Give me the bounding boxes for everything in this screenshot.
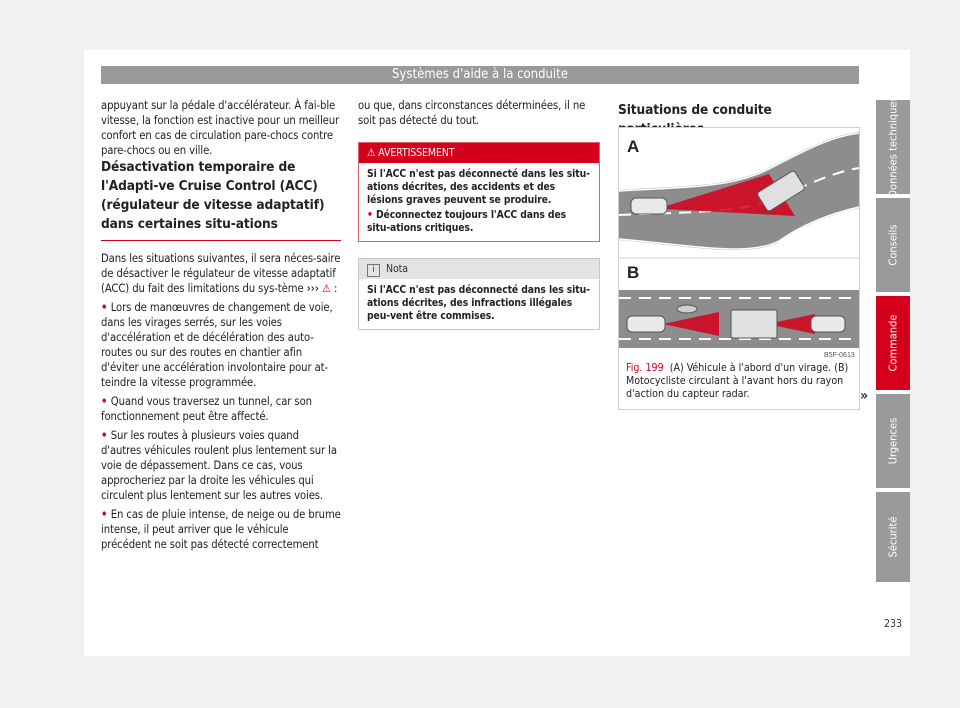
- warning-text: Si l'ACC n'est pas déconnecté dans les situ-ations décrites, des accidents et des lésions graves peuvent se produire.: [367, 168, 590, 206]
- bullet-icon: •: [101, 508, 111, 521]
- list-item-text: Quand vous traversez un tunnel, car son fonctionnement peut être affecté.: [101, 395, 312, 423]
- caption-text: (A) Véhicule à l'abord d'un virage. (B) Motocycliste circulant à l'avant hors du rayon d'action du capteur radar.: [626, 362, 849, 400]
- list-item: [101, 300, 341, 390]
- bullet-icon: •: [367, 209, 376, 221]
- tab-urgences[interactable]: [876, 394, 910, 488]
- list-item-text: Lors de manœuvres de changement de voie, dans les virages serrés, sur les voies d'accélération et de décélération des auto-routes ou sur des routes en chantier afin d'éviter une accélération involontaire pour at-teindre la vitesse programmée.: [101, 301, 333, 389]
- bullet-icon: •: [101, 395, 111, 408]
- list-item-text: Sur les routes à plusieurs voies quand d'autres véhicules roulent plus lentement sur la voie de dépassement. Dans ce cas, vous approcheriez par la droite les véhicules qui circulent plus lentement sur les autres voies.: [101, 429, 337, 502]
- list-item: [101, 428, 341, 503]
- subheading-rule: [101, 240, 341, 241]
- warning-triangle-icon: ⚠: [321, 282, 331, 295]
- column-left: [101, 98, 341, 552]
- list-item-text: En cas de pluie intense, de neige ou de brume intense, il peut arriver que le véhicule précédent ne soit pas détecté correctement: [101, 508, 341, 551]
- column-middle: [358, 98, 600, 330]
- tab-label: Données techniques: [886, 96, 900, 198]
- chevron-icon: ›››: [306, 282, 319, 295]
- tab-donnees-techniques[interactable]: [876, 96, 910, 198]
- warning-triangle-icon: ⚠: [367, 147, 379, 159]
- tab-label: Urgences: [886, 417, 900, 465]
- tab-label: Sécurité: [886, 516, 900, 558]
- info-icon: i: [367, 264, 380, 277]
- lead-paragraph: [101, 251, 341, 296]
- panel-b-label: B: [627, 263, 640, 282]
- figure-section-title: Situations de conduite: [618, 102, 772, 118]
- intro-paragraph: appuyant sur la pédale d'accélérateur. À fai-ble vitesse, la fonction est inactive pour un meilleur confort en cas de circulation pare-chocs contre pare-chocs ou en ville.: [101, 99, 340, 157]
- section-subheading: Désactivation temporaire de l'Adapti-ve Cruise Control (ACC) (régulateur de vitesse adaptatif) dans certaines situ-ations: [101, 159, 325, 232]
- note-title: Nota: [386, 263, 408, 275]
- note-text: Si l'ACC n'est pas déconnecté dans les situ-ations décrites, des infractions illégales peu-vent être commises.: [367, 284, 590, 322]
- warning-header: [359, 143, 599, 163]
- warning-title: AVERTISSEMENT: [378, 147, 455, 159]
- lead-text: Dans les situations suivantes, il sera néces-saire de désactiver le régulateur de vitesse adaptatif (ACC) du fait des limitations du sys-tème: [101, 252, 341, 295]
- figure-number: Fig. 199: [626, 362, 664, 374]
- list-item: [101, 507, 341, 552]
- tab-conseils[interactable]: [876, 198, 910, 292]
- warning-bullet: [367, 209, 591, 235]
- continuation-paragraph: ou que, dans circonstances déterminées, il ne soit pas détecté du tout.: [358, 99, 586, 127]
- tab-label: Commande: [886, 314, 900, 372]
- bullet-icon: •: [101, 301, 111, 314]
- page-header: Systèmes d'aide à la conduite: [101, 66, 859, 84]
- figure-caption: [626, 362, 852, 401]
- warning-bullet-text: Déconnectez toujours l'ACC dans des situ-ations critiques.: [367, 209, 567, 234]
- note-box: [358, 258, 600, 330]
- figure-code: B5F-0613: [824, 352, 855, 359]
- warning-box: [358, 142, 600, 242]
- tab-securite[interactable]: [876, 492, 910, 582]
- continued-arrow-icon: »: [860, 388, 869, 404]
- list-item: [101, 394, 341, 424]
- note-header: [359, 259, 599, 279]
- page-number: 233: [883, 618, 903, 630]
- tab-label: Conseils: [886, 224, 900, 266]
- warning-body: [359, 163, 599, 241]
- lead-colon: :: [333, 282, 338, 295]
- panel-a-label: A: [627, 137, 640, 156]
- bullet-icon: •: [101, 429, 111, 442]
- tab-commande[interactable]: [876, 296, 910, 390]
